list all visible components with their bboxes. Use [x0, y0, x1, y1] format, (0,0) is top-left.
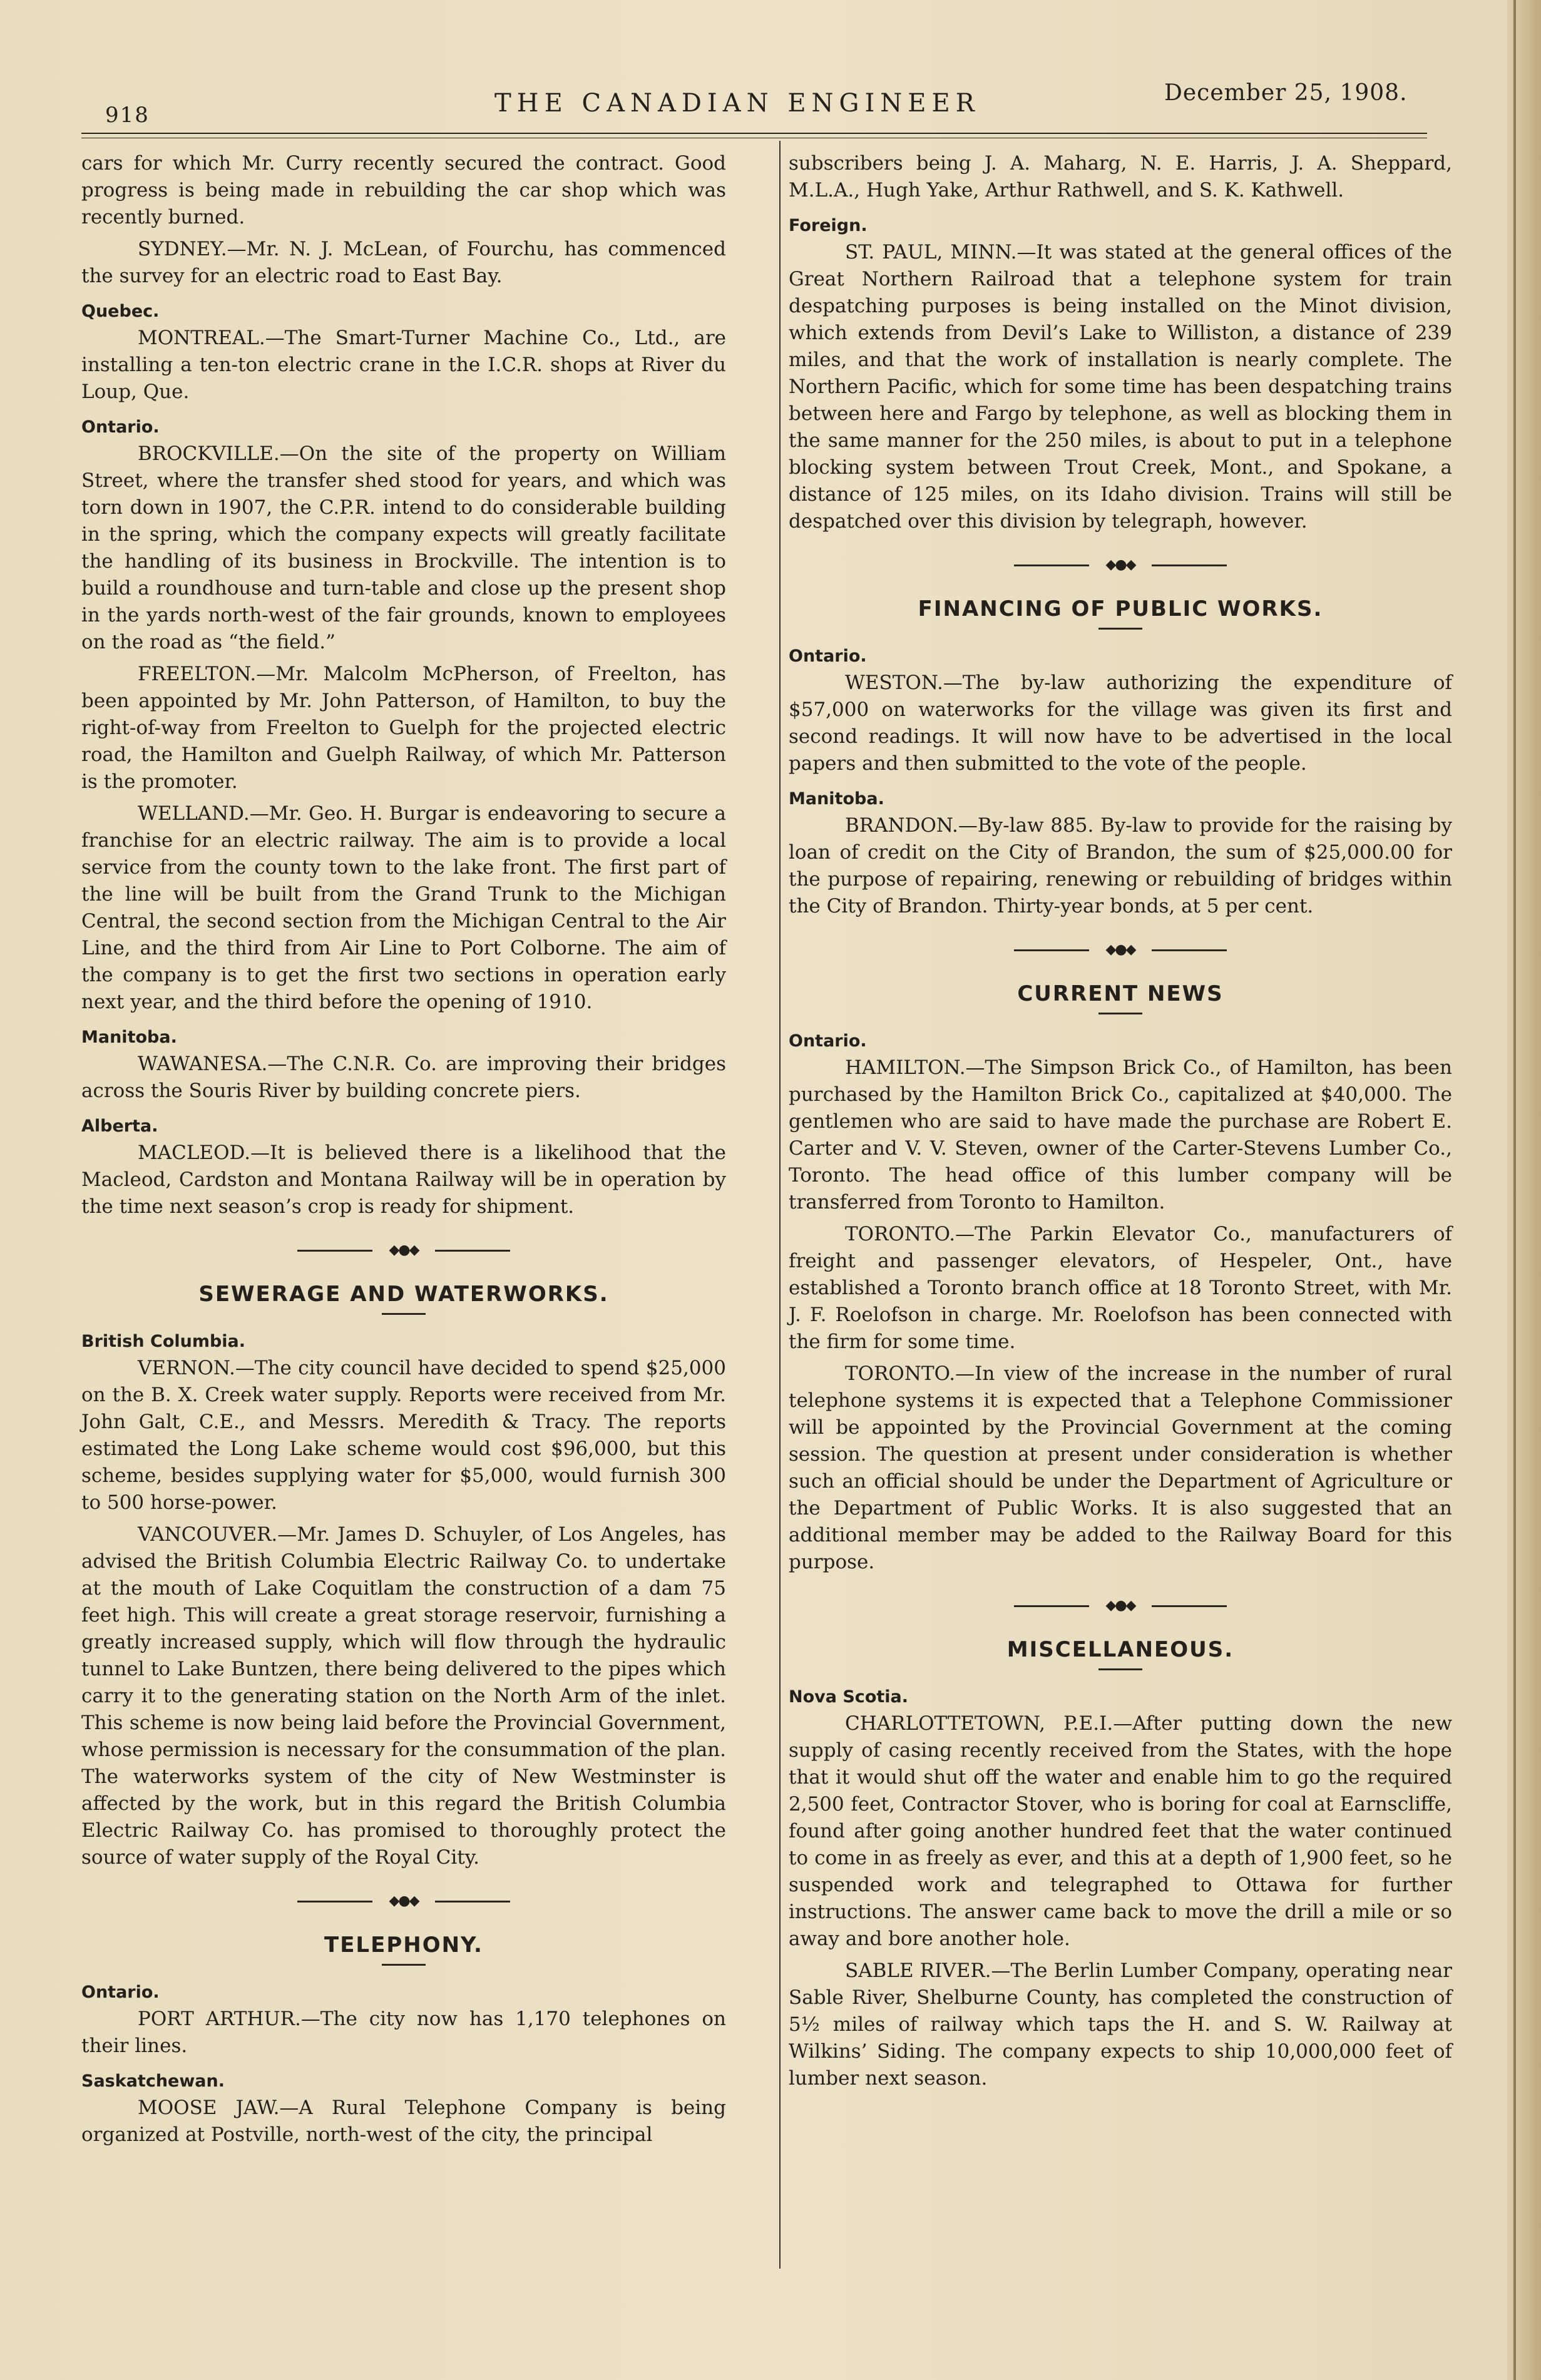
- article-paragraph: TORONTO.—In view of the increase in the number of rural telephone systems it is expected that a Telephone Commissioner will be appointed by the Provincial Government at the coming session. The question at present under consideration is whether such an official should be under the Department of Agriculture or the Department of Public Works. It is also suggested that an additional member may be added to the Railway Board for this purpose.: [789, 1362, 1452, 1573]
- section-ornament: ◆●◆: [297, 1892, 510, 1910]
- article-paragraph: MOOSE JAW.—A Rural Telephone Company is being organized at Postville, north-west of the city, the principal: [81, 2097, 726, 2146]
- section-title: FINANCING OF PUBLIC WORKS.: [918, 596, 1323, 621]
- article-paragraph: VANCOUVER.—Mr. James D. Schuyler, of Los Angeles, has advised the British Columbia Electric Railway Co. to undertake at the mouth of Lake Coquitlam the construction of a dam 75 feet high. This will create a great storage reservoir, furnishing a greatly increased supply, which will flow through the hydraulic tunnel to Lake Buntzen, there being delivered to the pipes which carry it to the generating station on the North Arm of the inlet. This scheme is now being laid before the Provincial Government, whose permission is necessary for the consummation of the plan. The waterworks system of the city of New Westminster is affected by the work, but in this regard the British Columbia Electric Railway Co. has promised to thoroughly protect the source of water supply of the Royal City.: [81, 1523, 726, 1869]
- region-heading: Ontario.: [81, 1983, 160, 2002]
- article-paragraph: BROCKVILLE.—On the site of the property on William Street, where the transfer shed stood for years, and which was torn down in 1907, the C.P.R. intend to do considerable building in the spring, which the company expects will greatly facilitate the handling of its business in Brockville. The intention is to build a roundhouse and turn-table and close up the present shop in the yards north-west of the fair grounds, known to employees on the road as “the field.”: [81, 442, 726, 653]
- region-heading: Nova Scotia.: [789, 1687, 909, 1707]
- region-heading: Saskatchewan.: [81, 2071, 225, 2091]
- journal-title: THE CANADIAN ENGINEER: [494, 89, 980, 118]
- section-title: SEWERAGE AND WATERWORKS.: [198, 1282, 609, 1307]
- article-paragraph: cars for which Mr. Curry recently secured the contract. Good progress is being made in rebuilding the car shop which was recently burned.: [81, 152, 726, 228]
- region-heading: Manitoba.: [789, 789, 884, 809]
- binding-line: [1513, 0, 1516, 2380]
- article-paragraph: WAWANESA.—The C.N.R. Co. are improving their bridges across the Souris River by building concrete piers.: [81, 1053, 726, 1102]
- article-paragraph: PORT ARTHUR.—The city now has 1,170 telephones on their lines.: [81, 2008, 726, 2057]
- right-column: [789, 150, 1452, 2097]
- title-underline: [382, 1313, 426, 1315]
- section-title: MISCELLANEOUS.: [1006, 1637, 1234, 1662]
- region-heading: Ontario.: [789, 646, 867, 666]
- column-divider: [779, 141, 781, 2269]
- article-paragraph: WESTON.—The by-law authorizing the expenditure of $57,000 on waterworks for the village was given its first and second readings. It will now have to be advertised in the local papers and then submitted to the vote of the people.: [789, 672, 1452, 775]
- region-heading: Ontario.: [789, 1031, 867, 1051]
- title-underline: [382, 1964, 426, 1966]
- region-heading: Manitoba.: [81, 1028, 177, 1047]
- article-paragraph: SABLE RIVER.—The Berlin Lumber Company, operating near Sable River, Shelburne County, has completed the construction of 5½ miles of railway which taps the H. and S. W. Railway at Wilkins’ Siding. The company expects to ship 10,000,000 feet of lumber next season.: [789, 1959, 1452, 2090]
- article-paragraph: BRANDON.—By-law 885. By-law to provide for the raising by loan of credit on the City of Brandon, the sum of $25,000.00 for the purpose of repairing, renewing or rebuilding of bridges within the City of Brandon. Thirty-year bonds, at 5 per cent.: [789, 814, 1452, 917]
- page-header: [100, 75, 1415, 128]
- article-paragraph: WELLAND.—Mr. Geo. H. Burgar is endeavoring to secure a franchise for an electric railway. The aim is to provide a local service from the county town to the lake front. The first part of the line will be built from the Grand Trunk to the Michigan Central, the second section from the Michigan Central to the Air Line, and the third from Air Line to Port Colborne. The aim of the company is to get the first two sections in operation early next year, and the third before the opening of 1910.: [81, 802, 726, 1013]
- article-paragraph: FREELTON.—Mr. Malcolm McPherson, of Freelton, has been appointed by Mr. John Patterson, of Hamilton, to buy the right-of-way from Freelton to Guelph for the projected electric road, the Hamilton and Guelph Railway, of which Mr. Patterson is the promoter.: [81, 663, 726, 793]
- header-rule-top: [81, 133, 1427, 134]
- section-ornament: ◆●◆: [297, 1242, 510, 1259]
- title-underline: [1098, 1668, 1142, 1670]
- article-paragraph: TORONTO.—The Parkin Elevator Co., manufacturers of freight and passenger elevators, of Hespeler, Ont., have established a Toronto branch office at 18 Toronto Street, with Mr. J. F. Roelofson in charge. Mr. Roelofson has been connected with the firm for some time.: [789, 1223, 1452, 1353]
- article-paragraph: subscribers being J. A. Maharg, N. E. Harris, J. A. Sheppard, M.L.A., Hugh Yake, Arthur Rathwell, and S. K. Kathwell.: [789, 152, 1452, 202]
- left-column: [81, 150, 726, 2153]
- section-ornament: ◆●◆: [1014, 1597, 1227, 1615]
- region-heading: British Columbia.: [81, 1332, 246, 1351]
- page-number: 918: [105, 103, 150, 128]
- article-paragraph: CHARLOTTETOWN, P.E.I.—After putting down the new supply of casing recently received from the States, with the hope that it would shut off the water and enable him to go the required 2,500 feet, Contractor Stover, who is boring for coal at Earnscliffe, found after going another hundred feet that the water continued to come in as freely as ever, and this at a depth of 1,900 feet, so he suspended work and telegraphed to Ottawa for further instructions. The answer came back to move the drill a mile or so away and bore another hole.: [789, 1712, 1452, 1950]
- article-paragraph: VERNON.—The city council have decided to spend $25,000 on the B. X. Creek water supply. Reports were received from Mr. John Galt, C.E., and Messrs. Meredith & Tracy. The reports estimated the Long Lake scheme would cost $96,000, but this scheme, besides supplying water for $5,000, would furnish 300 to 500 horse-power.: [81, 1357, 726, 1514]
- section-ornament: ◆●◆: [1014, 941, 1227, 959]
- section-title: CURRENT NEWS: [1017, 981, 1224, 1006]
- article-paragraph: SYDNEY.—Mr. N. J. McLean, of Fourchu, has commenced the survey for an electric road to East Bay.: [81, 238, 726, 287]
- article-paragraph: HAMILTON.—The Simpson Brick Co., of Hamilton, has been purchased by the Hamilton Brick Co., capitalized at $40,000. The gentlemen who are said to have made the purchase are Robert E. Carter and V. V. Steven, owner of the Carter-Stevens Lumber Co., Toronto. The head office of this lumber company will be transferred from Toronto to Hamilton.: [789, 1056, 1452, 1213]
- section-title: TELEPHONY.: [324, 1933, 483, 1958]
- section-ornament: ◆●◆: [1014, 556, 1227, 574]
- article-paragraph: MACLEOD.—It is believed there is a likelihood that the Macleod, Cardston and Montana Railway will be in operation by the time next season’s crop is ready for shipment.: [81, 1141, 726, 1218]
- region-heading: Alberta.: [81, 1116, 158, 1136]
- region-heading: Ontario.: [81, 417, 160, 437]
- issue-date: December 25, 1908.: [1164, 80, 1408, 106]
- title-underline: [1098, 628, 1142, 630]
- page-binding-edge: [1507, 0, 1541, 2380]
- article-paragraph: ST. PAUL, MINN.—It was stated at the general offices of the Great Northern Railroad that a telephone system for train despatching purposes is being installed on the Minot division, which extends from Devil’s Lake to Williston, a distance of 239 miles, and that the work of installation is nearly complete. The Northern Pacific, which for some time has been despatching trains between here and Fargo by telephone, as well as blocking them in the same manner for the 250 miles, is about to put in a telephone blocking system between Trout Creek, Mont., and Spokane, a distance of 125 miles, on its Idaho division. Trains will still be despatched over this division by telegraph, however.: [789, 241, 1452, 533]
- region-heading: Foreign.: [789, 216, 868, 235]
- title-underline: [1098, 1013, 1142, 1014]
- article-paragraph: MONTREAL.—The Smart-Turner Machine Co., Ltd., are installing a ten-ton electric crane in the I.C.R. shops at River du Loup, Que.: [81, 327, 726, 403]
- region-heading: Quebec.: [81, 302, 160, 321]
